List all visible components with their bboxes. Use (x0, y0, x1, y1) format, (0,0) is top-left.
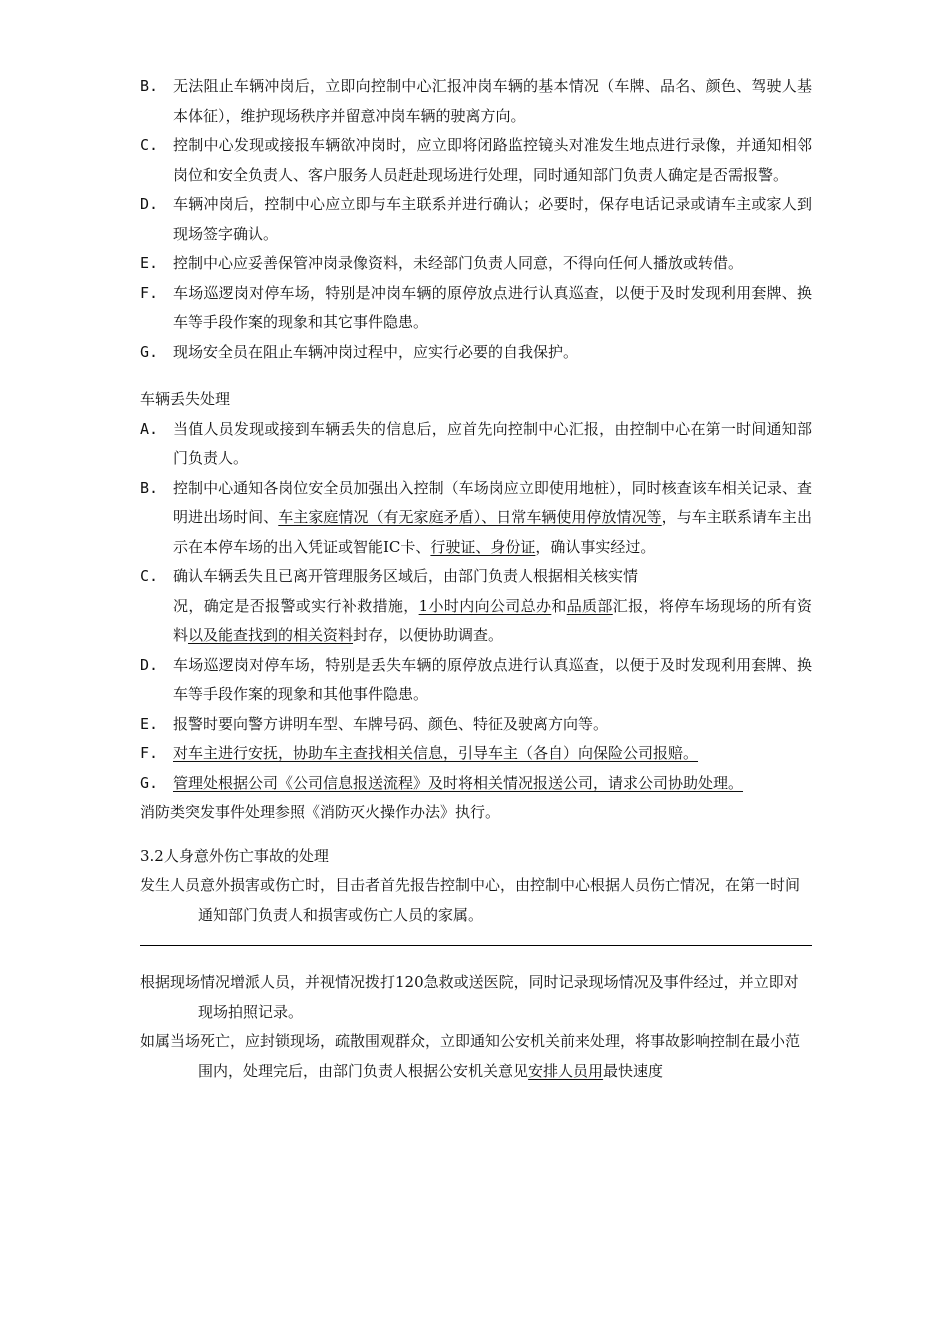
item-text: 当值人员发现或接到车辆丢失的信息后，应首先向控制中心汇报，由控制中心在第一时间通知部门负责人。 (173, 419, 812, 467)
text-run: 况，确定是否报警或实行补救措施， (173, 596, 419, 615)
loss-item-d (140, 651, 812, 710)
loss-item-a (140, 415, 812, 474)
list-item-g (140, 338, 812, 368)
item-text: 车辆冲岗后，控制中心应立即与车主联系并进行确认；必要时，保存电话记录或请车主或家人到现场签字确认。 (173, 195, 812, 243)
text-run: ，确认事实经过。 (535, 537, 656, 556)
item-text (173, 739, 812, 769)
item-text: 控制中心应妥善保管冲岗录像资料，未经部门负责人同意，不得向任何人播放或转借。 (173, 254, 744, 272)
loss-item-e (140, 710, 812, 740)
list-item-b (140, 72, 812, 131)
item-label: E. (140, 254, 159, 272)
underlined-run: 安排人员用 (528, 1061, 604, 1080)
underlined-run: 对车主进行安抚，协助车主查找相关信息，引导车主（各自）向保险公司报赔。 (173, 744, 699, 762)
item-label: D. (140, 655, 159, 674)
injury-paragraph-3 (140, 1027, 812, 1086)
section-heading-injury: 3.2人身意外伤亡事故的处理 (140, 846, 329, 865)
item-text: 无法阻止车辆冲岗后，立即向控制中心汇报冲岗车辆的基本情况（车牌、品名、颜色、驾驶人基本体征），维护现场秩序并留意冲岗车辆的驶离方向。 (173, 77, 812, 125)
item-label: B. (140, 478, 159, 497)
item-label: E. (140, 714, 159, 733)
injury-paragraph-2: 根据现场情况增派人员，并视情况拨打120急救或送医院，同时记录现场情况及事件经过，并立即对现场拍照记录。 (140, 973, 799, 1021)
text-line: 确认车辆丢失且已离开管理服务区域后，由部门负责人根据相关核实情 (173, 567, 639, 585)
item-text (173, 562, 812, 651)
item-label: B. (140, 77, 159, 95)
document-page (140, 72, 812, 1086)
text-run: 控制中心通知各岗位安全员加强出入控制（车场岗应立即使用地桩），同时核查该车相关记录、查明进出场时间、 (173, 478, 812, 526)
item-text (173, 474, 812, 563)
list-item-f (140, 279, 812, 338)
item-text: 车场巡逻岗对停车场，特别是冲岗车辆的原停放点进行认真巡查，以便于及时发现利用套牌、换车等手段作案的现象和其它事件隐患。 (173, 283, 812, 331)
fire-note: 消防类突发事件处理参照《消防灭火操作办法》执行。 (140, 803, 501, 821)
underlined-run: 以及能查找到的相关资料 (188, 626, 354, 644)
underlined-run: 品质部 (566, 596, 613, 615)
item-label: A. (140, 419, 159, 438)
item-label: G. (140, 342, 159, 361)
text-run: 最快速度 (603, 1061, 664, 1080)
underlined-run: 管理处根据公司《公司信息报送流程》及时将相关情况报送公司，请求公司协助处理。 (173, 773, 744, 792)
item-text: 控制中心发现或接报车辆欲冲岗时，应立即将闭路监控镜头对准发生地点进行录像，并通知相邻岗位和安全负责人、客户服务人员赶赴现场进行处理，同时通知部门负责人确定是否需报警。 (173, 136, 812, 184)
loss-item-g (140, 769, 812, 799)
loss-item-f (140, 739, 812, 769)
loss-item-c (140, 562, 812, 651)
underlined-run: 1小时内向公司总办 (418, 596, 552, 615)
item-text: 车场巡逻岗对停车场，特别是丢失车辆的原停放点进行认真巡查，以便于及时发现利用套牌、换车等手段作案的现象和其他事件隐患。 (173, 655, 812, 703)
item-text: 现场安全员在阻止车辆冲岗过程中，应实行必要的自我保护。 (173, 342, 579, 361)
text-run: 汇报，将停车场现场的所有资料 (173, 596, 812, 644)
text-run: ，与车主联系请车主出示在本停车场的出入凭证或智能IC卡、 (173, 508, 812, 556)
item-label: G. (140, 773, 159, 792)
item-label: C. (140, 136, 159, 154)
item-label: F. (140, 283, 159, 302)
loss-item-b (140, 474, 812, 563)
item-text: 报警时要向警方讲明车型、车牌号码、颜色、特征及驶离方向等。 (173, 714, 609, 733)
item-label: C. (140, 567, 159, 585)
text-run: 和 (551, 596, 567, 615)
injury-paragraph-1: 发生人员意外损害或伤亡时，目击者首先报告控制中心，由控制中心根据人员伤亡情况，在第一时间通知部门负责人和损害或伤亡人员的家属。 (140, 876, 801, 924)
list-item-c (140, 131, 812, 190)
text-run: 封存，以便协助调查。 (353, 626, 504, 644)
item-text (173, 769, 812, 799)
divider-line (140, 945, 812, 946)
item-label: F. (140, 744, 159, 762)
item-label: D. (140, 195, 159, 213)
section-heading-vehicle-loss: 车辆丢失处理 (140, 390, 231, 408)
list-item-d (140, 190, 812, 249)
list-item-e (140, 249, 812, 279)
underlined-run: 行驶证、身份证 (430, 537, 536, 556)
underlined-run: 车主家庭情况（有无家庭矛盾）、日常车辆使用停放情况等 (278, 508, 662, 526)
text-run: 如属当场死亡，应封锁现场，疏散围观群众，立即通知公安机关前来处理，将事故影响控制在最小范围内，处理完后，由部门负责人根据公安机关意见 (140, 1032, 801, 1080)
